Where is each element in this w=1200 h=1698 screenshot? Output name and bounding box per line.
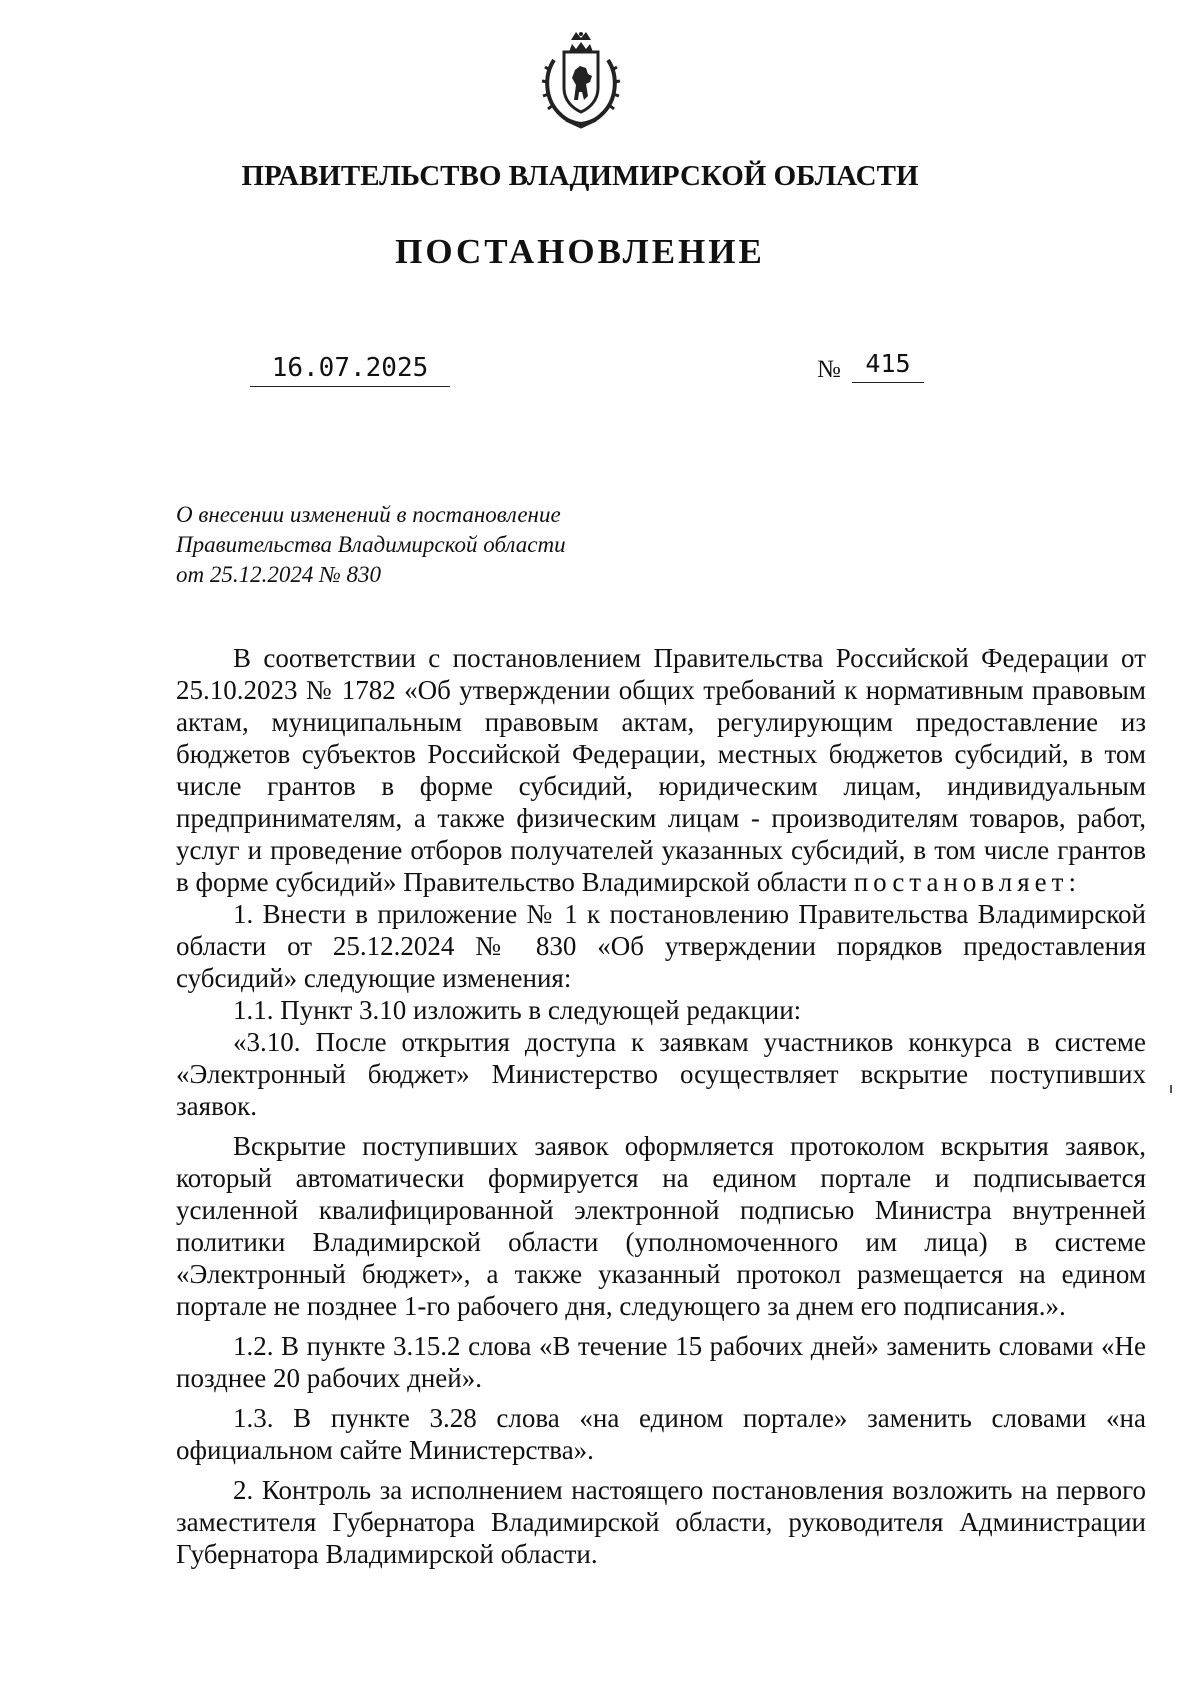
document-subject (176, 500, 596, 590)
body-paragraph: «3.10. После открытия доступа к заявкам участников конкурса в системе «Электронный бюджет» Министерство осуществляет вскрытие поступивших заявок. (176, 1027, 1146, 1121)
subject-line: от 25.12.2024 № 830 (176, 562, 382, 587)
coat-of-arms-icon (536, 30, 626, 130)
document-date: 16.07.2025 (250, 350, 450, 387)
government-title: ПРАВИТЕЛЬСТВО ВЛАДИМИРСКОЙ ОБЛАСТИ (241, 160, 919, 192)
body-paragraph: 1.1. Пункт 3.10 изложить в следующей редакции: (233, 995, 802, 1025)
subject-line: О внесении изменений в постановление (176, 502, 561, 527)
body-paragraph: 1.2. В пункте 3.15.2 слова «В течение 15 рабочих дней» заменить словами «Не позднее 20 рабочих дней». (176, 1331, 1146, 1393)
preamble-text: В соответствии с постановлением Правительства Российской Федерации от 25.10.2023 № 1782 «Об утверждении общих требований к нормативным правовым актам, муниципальным правовым актам, регулирующим предоставление из бюджетов субъектов Российской Федерации, местных бюджетов субсидий, в том числе грантов в форме субсидий, юридическим лицам, индивидуальным предпринимателям, а также физическим лицам - производителям товаров, работ, услуг и проведение отборов получателей указанных субсидий, в том числе грантов в форме субсидий» Правительство Владимирской области (176, 643, 1146, 897)
document-body (176, 642, 1146, 1570)
scan-mark (1170, 1085, 1172, 1093)
decree-word: постановляет: (853, 867, 1081, 897)
body-paragraph: 1.3. В пункте 3.28 слова «на едином портале» заменить словами «на официальном сайте Министерства». (176, 1403, 1146, 1465)
body-paragraph: 2. Контроль за исполнением настоящего постановления возложить на первого заместителя Губернатора Владимирской области, руководителя Администрации Губернатора Владимирской области. (176, 1475, 1146, 1569)
body-paragraph: Вскрытие поступивших заявок оформляется протоколом вскрытия заявок, который автоматически формируется на едином портале и подписывается усиленной квалифицированной электронной подписью Министра внутренней политики Владимирской области (уполномоченного им лица) в системе «Электронный бюджет», а также указанный протокол размещается на едином портале не позднее 1-го рабочего дня, следующего за днем его подписания.». (176, 1131, 1146, 1321)
body-paragraph: 1. Внести в приложение № 1 к постановлению Правительства Владимирской области от 25.12.2024 № 830 «Об утверждении порядков предоставления субсидий» следующие изменения: (176, 899, 1146, 993)
body-paragraph-preamble (176, 642, 1146, 898)
document-number: 415 (852, 346, 924, 383)
document-type-title: ПОСТАНОВЛЕНИЕ (395, 232, 765, 271)
number-sign: № (817, 356, 841, 383)
subject-line: Правительства Владимирской области (176, 532, 566, 557)
